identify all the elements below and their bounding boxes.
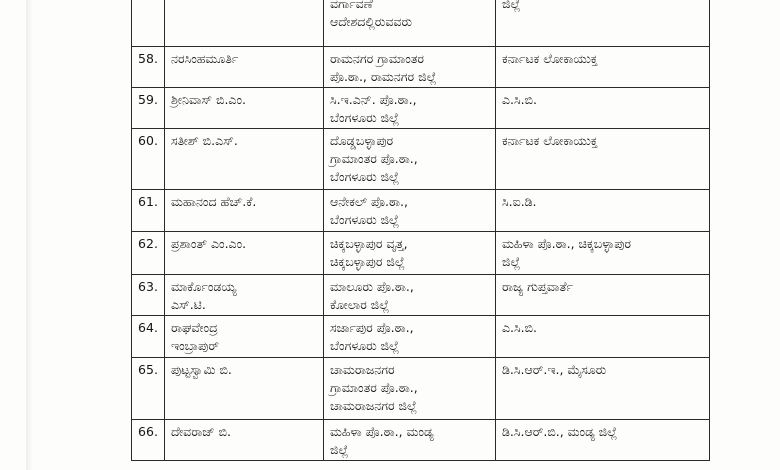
cell-text-line: 60. — [138, 133, 158, 148]
cell-text-line: ಪೊ.ಠಾ., ರಾಮನಗರ ಜಿಲ್ಲೆ — [330, 69, 437, 84]
current-posting-cell — [324, 190, 496, 232]
cell-text-line: ಆದೇಶದಲ್ಲಿರುವವರು — [330, 14, 413, 29]
cell-text-line: ಚಿಕ್ಕಬಳ್ಳಾಪುರ ವೃತ್ತ, — [330, 236, 408, 251]
cell-text-line: ಮಾಲೂರು ಪೊ.ಠಾ., — [330, 279, 414, 294]
cell-text-line: 66. — [138, 424, 158, 439]
cell-text-line: ಚಾಮರಾಜನಗರ ಜಿಲ್ಲೆ — [330, 398, 418, 413]
cell-text-line: ಜಿಲ್ಲೆ — [502, 254, 521, 269]
cell-text-line: ಮಾರ್ಕೊಂಡಯ್ಯ — [171, 279, 237, 294]
new-posting-cell — [496, 232, 710, 275]
table-row — [132, 275, 710, 316]
current-posting-cell — [324, 358, 496, 420]
officer-name-cell — [165, 129, 324, 190]
cell-text-line: 65. — [138, 362, 158, 377]
cell-text-line: ಶ್ರೀನಿವಾಸ್ ಬಿ.ಎಂ. — [171, 92, 246, 107]
current-posting-cell — [324, 129, 496, 190]
transfer-table — [131, 0, 710, 461]
cell-text-line: ಬೆಂಗಳೂರು ಜಿಲ್ಲೆ — [330, 212, 400, 227]
current-posting-cell — [324, 88, 496, 129]
cell-text-line: 58. — [138, 51, 158, 66]
cell-text-line: ಸರ್ಜಾಪುರ ಪೊ.ಠಾ., — [330, 320, 414, 335]
table-row — [132, 88, 710, 129]
serial-number-cell — [132, 358, 165, 420]
cell-text-line: ಚಿಕ್ಕಬಳ್ಳಾಪುರ ಜಿಲ್ಲೆ — [330, 254, 405, 269]
cell-text-line: ಬೆಂಗಳೂರು ಜಿಲ್ಲೆ — [330, 110, 400, 125]
cell-text-line: ಇಂಬ್ರಾಪುರ್ — [171, 338, 220, 353]
cell-text-line: ಕರ್ನಾಟಕ ಲೋಕಾಯುಕ್ತ — [502, 51, 598, 66]
cell-text-line: ಆನೇಕಲ್ ಪೊ.ಠಾ., — [330, 194, 408, 209]
cell-text-line: ಜಿಲ್ಲೆ — [502, 0, 521, 11]
table-row — [132, 0, 710, 47]
current-posting-cell — [324, 232, 496, 275]
current-posting-cell — [324, 316, 496, 358]
cell-text-line: ದೊಡ್ಡಬಳ್ಳಾಪುರ — [330, 133, 394, 148]
table-row — [132, 420, 710, 461]
cell-text-line: ಮಹಿಳಾ ಪೊ.ಠಾ., ಚಿಕ್ಕಬಳ್ಳಾಪುರ — [502, 236, 631, 251]
new-posting-cell — [496, 190, 710, 232]
serial-number-cell — [132, 420, 165, 461]
new-posting-cell — [496, 316, 710, 358]
officer-name-cell — [165, 190, 324, 232]
current-posting-cell — [324, 47, 496, 88]
cell-text-line: ರಾಘವೇಂದ್ರ — [171, 320, 218, 335]
cell-text-line: ಸಿ.ಇ.ಎನ್. ಪೊ.ಠಾ., — [330, 92, 417, 107]
serial-number-cell — [132, 190, 165, 232]
cell-text-line: ನರಸಿಂಹಮೂರ್ತಿ — [171, 51, 239, 66]
cell-text-line: ಸಿ.ಐ.ಡಿ. — [502, 194, 537, 209]
cell-text-line: ಡಿ.ಸಿ.ಆರ್.ಇ., ಮೈಸೂರು — [502, 362, 607, 377]
cell-text-line: ಬೆಂಗಳೂರು ಜಿಲ್ಲೆ — [330, 338, 400, 353]
officer-name-cell — [165, 420, 324, 461]
cell-text-line: ರಾಜ್ಯ ಗುಪ್ತವಾರ್ತೆ — [502, 279, 573, 294]
cell-text-line: ಗ್ರಾಮಾಂತರ ಪೊ.ಠಾ., — [330, 151, 418, 166]
table-row — [132, 316, 710, 358]
cell-text-line: ಜಿಲ್ಲೆ — [330, 442, 349, 457]
cell-text-line: ಎ.ಸಿ.ಬಿ. — [502, 92, 537, 107]
cell-text-line: ಬೆಂಗಳೂರು ಜಿಲ್ಲೆ — [330, 169, 400, 184]
new-posting-cell — [496, 275, 710, 316]
officer-name-cell — [165, 358, 324, 420]
page-fold-shadow — [26, 0, 32, 470]
new-posting-cell — [496, 358, 710, 420]
serial-number-cell — [132, 47, 165, 88]
table-row — [132, 232, 710, 275]
cell-text-line: ಪುಟ್ಟಸ್ವಾಮಿ ಬಿ. — [171, 362, 232, 377]
table-row — [132, 190, 710, 232]
officer-name-cell — [165, 0, 324, 47]
new-posting-cell — [496, 0, 710, 47]
cell-text-line: ಕೋಲಾರ ಜಿಲ್ಲೆ — [330, 297, 390, 312]
cell-text-line: ವರ್ಗಾವಣೆ — [330, 0, 373, 11]
cell-text-line: ದೇವರಾಜ್ ಬಿ. — [171, 424, 232, 439]
cell-text-line: ರಾಮನಗರ ಗ್ರಾಮಾಂತರ — [330, 51, 425, 66]
cell-text-line: ಸತೀಶ್ ಬಿ.ಎಸ್. — [171, 133, 238, 148]
serial-number-cell — [132, 88, 165, 129]
table-row — [132, 47, 710, 88]
cell-text-line: ಎಸ್.ಟಿ. — [171, 297, 206, 312]
table-row — [132, 358, 710, 420]
current-posting-cell — [324, 420, 496, 461]
new-posting-cell — [496, 88, 710, 129]
current-posting-cell — [324, 0, 496, 47]
officer-name-cell — [165, 316, 324, 358]
cell-text-line: ಪ್ರಶಾಂತ್ ಎಂ.ಎಂ. — [171, 236, 247, 251]
serial-number-cell — [132, 232, 165, 275]
cell-text-line: ಮಹಿಳಾ ಪೊ.ಠಾ., ಮಂಡ್ಯ — [330, 424, 434, 439]
cell-text-line: ಚಾಮರಾಜನಗರ — [330, 362, 395, 377]
cell-text-line: ಡಿ.ಸಿ.ಆರ್.ಬಿ., ಮಂಡ್ಯ ಜಿಲ್ಲೆ — [502, 424, 618, 439]
officer-name-cell — [165, 88, 324, 129]
table-row — [132, 129, 710, 190]
serial-number-cell — [132, 316, 165, 358]
current-posting-cell — [324, 275, 496, 316]
cell-text-line: ಗ್ರಾಮಾಂತರ ಪೊ.ಠಾ., — [330, 380, 418, 395]
cell-text-line: ಎ.ಸಿ.ಬಿ. — [502, 320, 537, 335]
transfer-table-body — [132, 0, 710, 461]
cell-text-line: 63. — [138, 279, 158, 294]
serial-number-cell — [132, 275, 165, 316]
cell-text-line: 59. — [138, 92, 158, 107]
cell-text-line: ಮಹಾನಂದ ಹೆಚ್.ಕೆ. — [171, 194, 257, 209]
serial-number-cell — [132, 0, 165, 47]
officer-name-cell — [165, 275, 324, 316]
serial-number-cell — [132, 129, 165, 190]
new-posting-cell — [496, 129, 710, 190]
cell-text-line: 62. — [138, 236, 158, 251]
officer-name-cell — [165, 232, 324, 275]
cell-text-line: 64. — [138, 320, 158, 335]
new-posting-cell — [496, 47, 710, 88]
new-posting-cell — [496, 420, 710, 461]
officer-name-cell — [165, 47, 324, 88]
cell-text-line: 61. — [138, 194, 158, 209]
cell-text-line: ಕರ್ನಾಟಕ ಲೋಕಾಯುಕ್ತ — [502, 133, 598, 148]
